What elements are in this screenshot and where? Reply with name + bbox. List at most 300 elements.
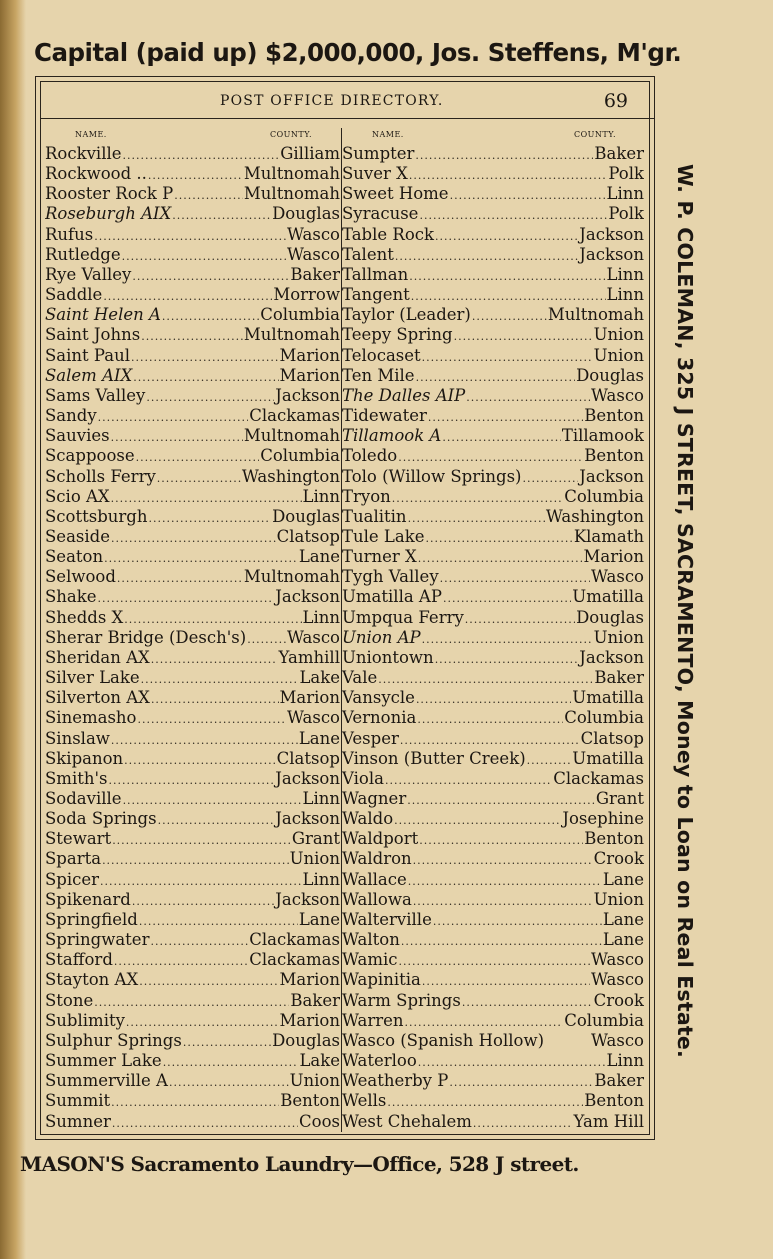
post-office-name: Weatherby P xyxy=(342,1071,449,1091)
directory-entry xyxy=(342,890,644,910)
post-office-name: Scappoose xyxy=(45,446,135,466)
leader-dots xyxy=(408,509,545,527)
directory-entry xyxy=(45,1071,340,1091)
leader-dots xyxy=(442,428,560,446)
county-name: Linn xyxy=(302,607,340,627)
directory-entry xyxy=(45,285,340,305)
directory-entry xyxy=(342,769,644,789)
county-name: Marion xyxy=(583,547,644,567)
county-name: Jackson xyxy=(275,768,340,788)
left-column xyxy=(45,130,340,1132)
leader-dots xyxy=(104,549,298,567)
directory-entry xyxy=(342,285,644,305)
right-column xyxy=(342,130,644,1132)
directory-entry xyxy=(45,305,340,325)
post-office-name: Sumpter xyxy=(342,144,415,163)
directory-entry xyxy=(45,446,340,466)
directory-entry xyxy=(342,587,644,607)
directory-entry xyxy=(45,688,340,708)
leader-dots xyxy=(398,448,583,466)
directory-entry xyxy=(342,870,644,890)
county-name: Union xyxy=(593,345,644,365)
county-name: Washington xyxy=(545,506,644,526)
post-office-name: Tidewater xyxy=(342,406,427,426)
post-office-name: Sherar Bridge (Desch's) xyxy=(45,627,247,647)
directory-entry xyxy=(45,426,340,446)
post-office-name: Teepy Spring xyxy=(342,325,453,345)
county-name: Union xyxy=(593,627,644,647)
leader-dots xyxy=(112,1114,298,1132)
header-rule xyxy=(40,118,655,119)
county-name: Crook xyxy=(593,990,644,1010)
directory-entry xyxy=(45,608,340,628)
county-name: Linn xyxy=(606,264,644,284)
leader-dots xyxy=(399,952,590,970)
directory-entry xyxy=(342,225,644,245)
directory-entry xyxy=(45,346,340,366)
leader-dots xyxy=(415,146,593,164)
post-office-name: Rye Valley xyxy=(45,264,132,284)
county-name: Baker xyxy=(290,264,340,284)
leader-dots xyxy=(472,307,547,325)
post-office-name: Saddle xyxy=(45,285,103,305)
post-office-name: Summit xyxy=(45,1091,111,1111)
leader-dots xyxy=(123,146,280,164)
post-office-name: Vernonia xyxy=(342,708,417,728)
directory-entry xyxy=(45,587,340,607)
county-name: Baker xyxy=(594,1071,644,1091)
leader-dots xyxy=(141,670,299,688)
county-name: Umatilla xyxy=(572,748,644,768)
leader-dots xyxy=(392,489,563,507)
leader-dots xyxy=(413,892,593,910)
leader-dots xyxy=(139,912,298,930)
leader-dots xyxy=(418,1053,606,1071)
post-office-name: Union AP xyxy=(342,627,421,647)
leader-dots xyxy=(465,610,575,628)
directory-entry xyxy=(45,1091,340,1111)
county-name: Wasco xyxy=(590,950,644,970)
county-name: Multnomah xyxy=(243,325,340,345)
directory-entry xyxy=(45,245,340,265)
directory-entry xyxy=(45,547,340,567)
leader-dots xyxy=(124,610,301,628)
leader-dots xyxy=(419,206,607,224)
leader-dots xyxy=(150,932,248,950)
county-name: Union xyxy=(593,325,644,345)
post-office-name: Wamic xyxy=(342,950,398,970)
county-name: Lane xyxy=(298,728,340,748)
county-name: Douglas xyxy=(272,204,340,224)
post-office-name: Roseburgh AIX xyxy=(45,204,172,224)
county-name: Baker xyxy=(594,144,644,163)
post-office-name: Stafford xyxy=(45,950,113,970)
post-office-name: Saint Helen A xyxy=(45,305,161,325)
leader-dots xyxy=(394,811,561,829)
post-office-name: Tryon xyxy=(342,486,391,506)
post-office-name: Viola xyxy=(342,768,384,788)
county-name: Umatilla xyxy=(572,688,644,708)
county-name: Jackson xyxy=(579,647,644,667)
directory-entry xyxy=(342,950,644,970)
leader-dots xyxy=(395,247,578,265)
leader-dots xyxy=(418,549,583,567)
leader-dots xyxy=(169,1073,289,1091)
post-office-name: Rockville xyxy=(45,144,122,163)
county-name: Wasco xyxy=(590,567,644,587)
county-name: Linn xyxy=(606,285,644,305)
directory-entry xyxy=(45,1011,340,1031)
directory-entry xyxy=(45,144,340,164)
leader-dots xyxy=(111,731,298,749)
county-name: Multnomah xyxy=(243,567,340,587)
post-office-name: Spikenard xyxy=(45,889,131,909)
county-name: Clackamas xyxy=(249,406,340,426)
county-name: Lane xyxy=(602,909,644,929)
post-office-name: Shedds X xyxy=(45,607,124,627)
post-office-name: Tangent xyxy=(342,285,410,305)
post-office-name: Skipanon xyxy=(45,748,124,768)
post-office-name: Scio AX xyxy=(45,486,110,506)
leader-dots xyxy=(378,670,593,688)
page-header xyxy=(40,90,650,116)
directory-entry xyxy=(45,930,340,950)
county-name: Linn xyxy=(606,184,644,204)
county-name: Lake xyxy=(299,668,340,688)
directory-entry xyxy=(342,930,644,950)
directory-entry xyxy=(45,749,340,769)
leader-dots xyxy=(527,751,572,769)
post-office-name: Summerville A xyxy=(45,1071,168,1091)
county-name: Clackamas xyxy=(249,930,340,950)
directory-entry xyxy=(342,1011,644,1031)
post-office-name: Table Rock xyxy=(342,224,435,244)
post-office-name: Vale xyxy=(342,668,378,688)
directory-entry xyxy=(342,1071,644,1091)
directory-entry xyxy=(342,467,644,487)
post-office-name: Silver Lake xyxy=(45,668,140,688)
post-office-name: Sparta xyxy=(45,849,102,869)
leader-dots xyxy=(400,731,580,749)
post-office-name: Waldron xyxy=(342,849,412,869)
directory-entry xyxy=(45,648,340,668)
county-name: Columbia xyxy=(564,1010,644,1030)
directory-entry xyxy=(342,991,644,1011)
county-name: Clackamas xyxy=(249,950,340,970)
county-name: Baker xyxy=(594,668,644,688)
directory-entry xyxy=(342,688,644,708)
leader-dots xyxy=(385,771,552,789)
post-office-name: Tualitin xyxy=(342,506,407,526)
leader-dots xyxy=(422,348,593,366)
name-column-heading: NAME. xyxy=(372,130,404,139)
post-office-name: Wasco (Spanish Hollow) xyxy=(342,1030,545,1050)
county-name: Umatilla xyxy=(572,587,644,607)
county-name: Marion xyxy=(279,365,340,385)
directory-entry xyxy=(45,1112,340,1132)
directory-entry xyxy=(342,829,644,849)
county-name: Douglas xyxy=(576,607,644,627)
leader-dots xyxy=(117,569,243,587)
leader-dots xyxy=(109,771,275,789)
county-name: Jackson xyxy=(579,244,644,264)
post-office-name: Sauvies xyxy=(45,426,110,446)
leader-dots xyxy=(133,368,278,386)
post-office-name: Waldport xyxy=(342,829,419,849)
directory-entry xyxy=(342,729,644,749)
post-office-name: Taylor (Leader) xyxy=(342,305,471,325)
county-name: Klamath xyxy=(573,526,644,546)
post-office-name: Tolo (Willow Springs) xyxy=(342,466,522,486)
directory-entry xyxy=(45,204,340,224)
county-name: Benton xyxy=(584,406,644,426)
directory-entry xyxy=(342,809,644,829)
directory-entry xyxy=(45,729,340,749)
post-office-name: Tygh Valley xyxy=(342,567,439,587)
county-name: Benton xyxy=(584,829,644,849)
county-name: Jackson xyxy=(275,889,340,909)
leader-dots xyxy=(146,388,274,406)
directory-entry xyxy=(45,527,340,547)
directory-entry xyxy=(45,668,340,688)
directory-entry xyxy=(342,1031,644,1051)
directory-entry xyxy=(342,406,644,426)
directory-entry xyxy=(45,890,340,910)
county-name: Polk xyxy=(608,164,644,184)
county-name: Multnomah xyxy=(547,305,644,325)
county-name: Wasco xyxy=(286,224,340,244)
post-office-name: Smith's xyxy=(45,768,108,788)
directory-entry xyxy=(342,184,644,204)
county-name: Clatsop xyxy=(276,748,340,768)
directory-entry xyxy=(342,1051,644,1071)
county-name: Multnomah xyxy=(243,426,340,446)
post-office-name: Tule Lake xyxy=(342,526,425,546)
post-office-name: Rutledge xyxy=(45,244,121,264)
directory-entry xyxy=(45,789,340,809)
directory-entry xyxy=(342,547,644,567)
directory-entry xyxy=(342,164,644,184)
post-office-name: Wells xyxy=(342,1091,387,1111)
left-column-header xyxy=(45,130,340,144)
county-name: Linn xyxy=(302,789,340,808)
directory-entry xyxy=(45,386,340,406)
leader-dots xyxy=(98,589,275,607)
leader-dots xyxy=(443,589,571,607)
directory-entry xyxy=(45,406,340,426)
post-office-name: Uniontown xyxy=(342,647,434,667)
directory-entry xyxy=(342,487,644,507)
post-office-name: Umpqua Ferry xyxy=(342,607,464,627)
county-name: Union xyxy=(593,889,644,909)
county-name: Columbia xyxy=(260,305,340,325)
leader-dots xyxy=(413,851,593,869)
post-office-name: Saint Paul xyxy=(45,345,131,365)
directory-entry xyxy=(342,567,644,587)
county-name: Marion xyxy=(279,970,340,990)
leader-dots xyxy=(435,227,578,245)
directory-entry xyxy=(342,305,644,325)
post-office-name: Tillamook A xyxy=(342,426,442,446)
leader-dots xyxy=(417,710,563,728)
post-office-name: Shake xyxy=(45,587,97,607)
leader-dots xyxy=(440,569,590,587)
leader-dots xyxy=(131,348,279,366)
post-office-name: Toledo xyxy=(342,446,398,466)
leader-dots xyxy=(132,267,289,285)
directory-entry xyxy=(45,487,340,507)
post-office-name: Sumner xyxy=(45,1111,111,1131)
post-office-name: Wagner xyxy=(342,789,407,808)
county-name: Morrow xyxy=(273,285,340,305)
post-office-name: Warren xyxy=(342,1010,404,1030)
directory-entry xyxy=(45,1031,340,1051)
post-office-name: Rooster Rock P xyxy=(45,184,174,204)
leader-dots xyxy=(123,791,302,809)
post-office-name: Sams Valley xyxy=(45,385,146,405)
county-name: Marion xyxy=(279,1010,340,1030)
leader-dots xyxy=(416,368,575,386)
county-name: Wasco xyxy=(286,708,340,728)
directory-entry xyxy=(45,184,340,204)
county-name: Wasco xyxy=(590,1030,644,1050)
leader-dots xyxy=(122,247,286,265)
directory-entry xyxy=(45,366,340,386)
county-name: Jackson xyxy=(275,809,340,829)
directory-entry xyxy=(45,567,340,587)
directory-entry xyxy=(342,204,644,224)
page-number: 69 xyxy=(603,90,628,112)
directory-entry xyxy=(45,849,340,869)
county-name: Clatsop xyxy=(276,526,340,546)
leader-dots xyxy=(473,1114,573,1132)
county-name: Benton xyxy=(584,446,644,466)
county-name: Tillamook xyxy=(561,426,644,446)
leader-dots xyxy=(408,872,602,890)
county-name: Wasco xyxy=(590,385,644,405)
county-name: Multnomah xyxy=(243,184,340,204)
post-office-name: Sinslaw xyxy=(45,728,110,748)
leader-dots xyxy=(172,206,271,224)
leader-dots xyxy=(425,529,572,547)
directory-entry xyxy=(45,164,340,184)
leader-dots xyxy=(111,489,302,507)
leader-dots xyxy=(405,1013,564,1031)
post-office-name: West Chehalem xyxy=(342,1111,472,1131)
leader-dots xyxy=(409,166,607,184)
county-name: Wasco xyxy=(590,970,644,990)
county-column-heading: COUNTY. xyxy=(270,130,313,139)
leader-dots xyxy=(422,630,593,648)
leader-dots xyxy=(148,166,243,184)
directory-entry xyxy=(45,467,340,487)
right-entry-list xyxy=(342,144,644,1132)
county-name: Linn xyxy=(302,869,340,889)
directory-entry xyxy=(342,144,644,164)
county-name: Grant xyxy=(291,829,340,849)
leader-dots xyxy=(111,428,243,446)
post-office-name: Suver X xyxy=(342,164,408,184)
post-office-name: Stewart xyxy=(45,829,112,849)
directory-entry xyxy=(342,527,644,547)
county-name: Yam Hill xyxy=(573,1111,644,1131)
directory-entry xyxy=(342,708,644,728)
leader-dots xyxy=(409,267,605,285)
county-name: Union xyxy=(289,849,340,869)
county-name: Washington xyxy=(241,466,340,486)
post-office-name: Vinson (Butter Creek) xyxy=(342,748,526,768)
post-office-name: Rockwood .. xyxy=(45,164,147,184)
county-name: Marion xyxy=(279,688,340,708)
directory-entry xyxy=(342,265,644,285)
leader-dots xyxy=(94,227,286,245)
directory-entry xyxy=(45,265,340,285)
post-office-name: Walterville xyxy=(342,909,432,929)
county-name: Columbia xyxy=(564,486,644,506)
post-office-name: Sheridan AX xyxy=(45,647,150,667)
post-office-name: Springwater xyxy=(45,930,150,950)
leader-dots xyxy=(94,993,289,1011)
county-name: Polk xyxy=(608,204,644,224)
directory-entry xyxy=(342,608,644,628)
leader-dots xyxy=(112,831,291,849)
directory-entry xyxy=(342,325,644,345)
leader-dots xyxy=(449,1073,593,1091)
county-name: Linn xyxy=(606,1051,644,1071)
leader-dots xyxy=(157,469,241,487)
county-name: Jackson xyxy=(275,587,340,607)
right-column-header xyxy=(342,130,644,144)
directory-entry xyxy=(342,910,644,930)
top-advertisement: Capital (paid up) $2,000,000, Jos. Steffens, M'gr. xyxy=(34,38,682,67)
county-name: Jackson xyxy=(275,385,340,405)
directory-entry xyxy=(45,829,340,849)
county-name: Benton xyxy=(280,1091,340,1111)
directory-entry xyxy=(45,708,340,728)
leader-dots xyxy=(151,690,279,708)
leader-dots xyxy=(132,892,274,910)
leader-dots xyxy=(139,972,278,990)
post-office-name: Selwood xyxy=(45,567,116,587)
directory-entry xyxy=(342,849,644,869)
county-name: Douglas xyxy=(576,365,644,385)
leader-dots xyxy=(401,932,602,950)
leader-dots xyxy=(98,408,249,426)
post-office-name: Sulphur Springs xyxy=(45,1030,182,1050)
post-office-name: Waterloo xyxy=(342,1051,417,1071)
county-name: Clackamas xyxy=(553,768,644,788)
leader-dots xyxy=(183,1033,271,1051)
directory-entry xyxy=(45,809,340,829)
leader-dots xyxy=(462,993,593,1011)
directory-entry xyxy=(45,910,340,930)
post-office-name: Stayton AX xyxy=(45,970,139,990)
leader-dots xyxy=(450,186,606,204)
post-office-name: Scottsburgh xyxy=(45,506,148,526)
directory-entry xyxy=(342,426,644,446)
county-name: Clatsop xyxy=(580,728,644,748)
side-advertisement-text: W. P. COLEMAN, 325 J STREET, SACRAMENTO, Money to Loan on Real Estate. xyxy=(673,164,697,1058)
directory-entry xyxy=(342,668,644,688)
leader-dots xyxy=(111,1093,279,1111)
post-office-name: Sinemasho xyxy=(45,708,137,728)
leader-dots xyxy=(126,1013,279,1031)
county-name: Douglas xyxy=(272,1030,340,1050)
post-office-name: Rufus xyxy=(45,224,94,244)
county-name: Grant xyxy=(595,789,644,808)
county-name: Columbia xyxy=(260,446,340,466)
directory-entry xyxy=(342,789,644,809)
